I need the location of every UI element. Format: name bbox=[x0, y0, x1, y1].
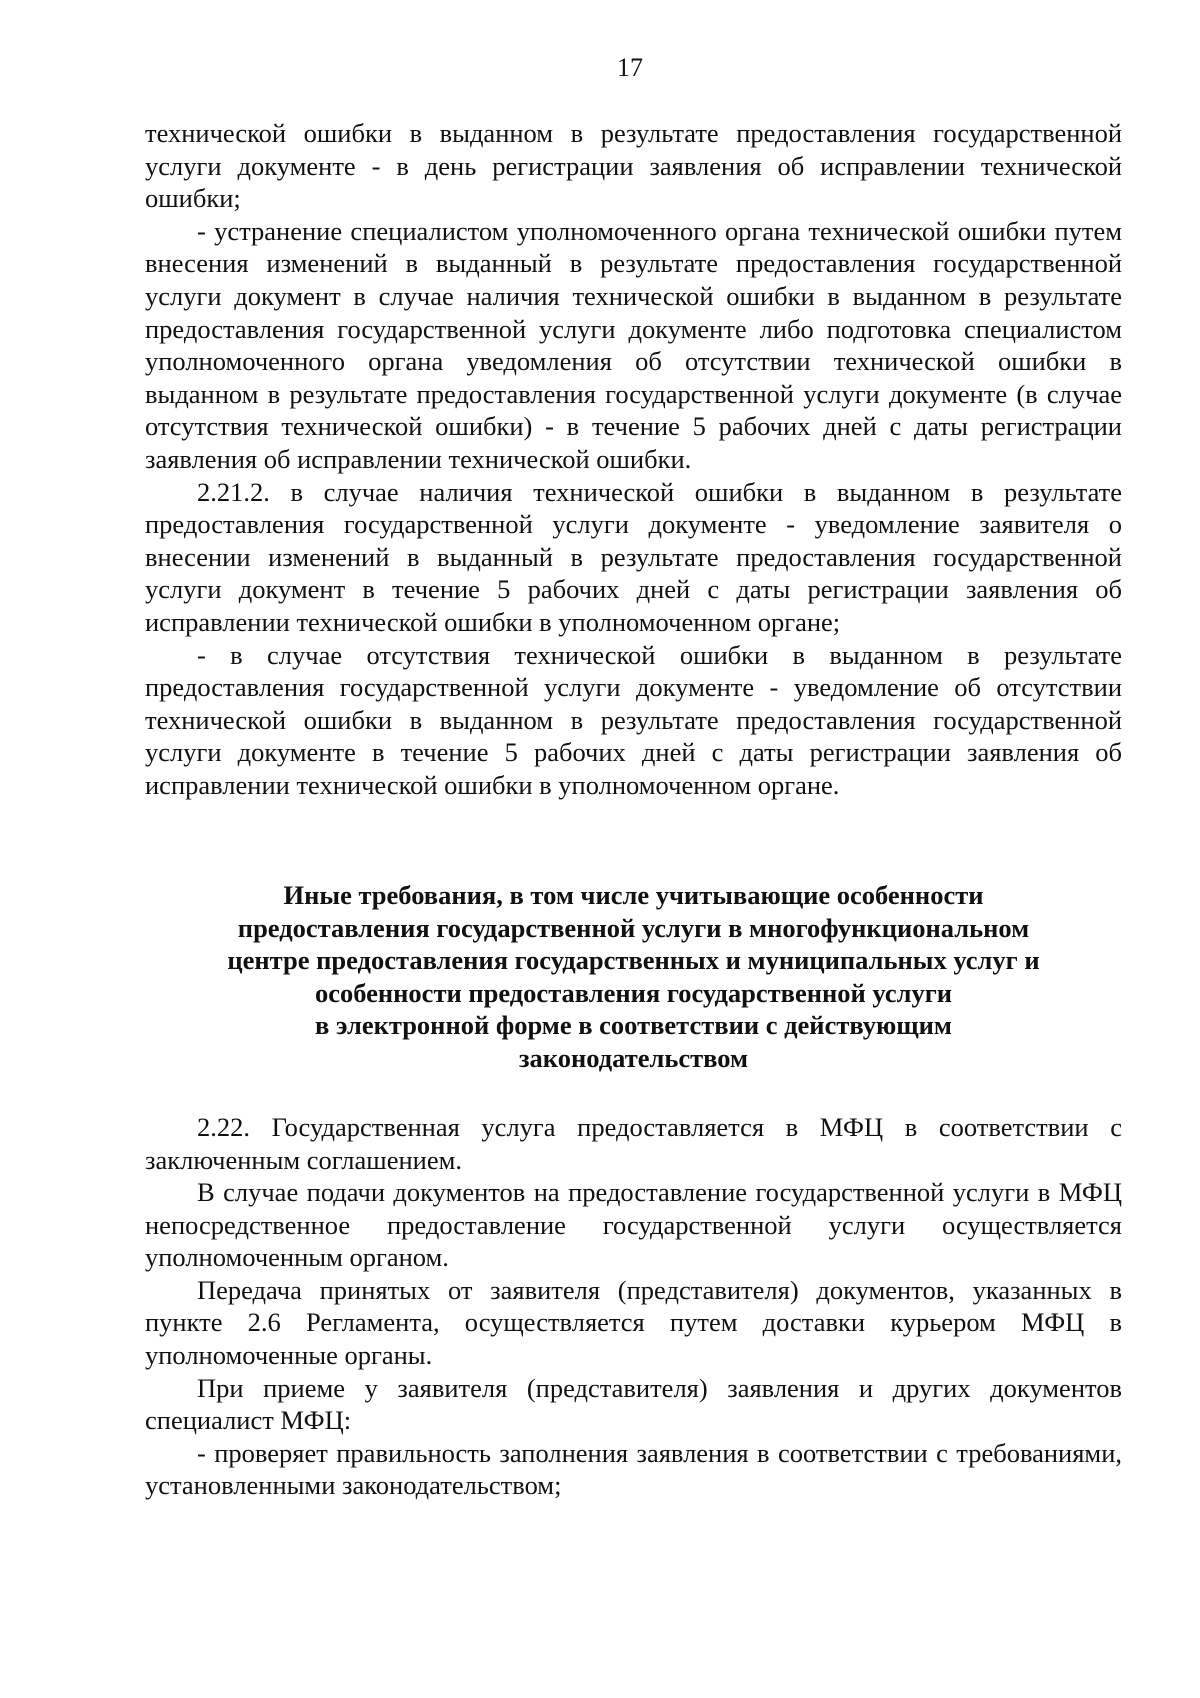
paragraph: 2.22. Государственная услуга предоставляется в МФЦ в соответствии с заключенным соглашением. bbox=[145, 1111, 1122, 1175]
paragraphs-bottom bbox=[145, 1111, 1122, 1502]
document-body bbox=[145, 117, 1122, 1502]
paragraphs-top bbox=[145, 117, 1122, 801]
paragraph: технической ошибки в выданном в результате предоставления государственной услуги документе - в день регистрации заявления об исправлении технической ошибки; bbox=[145, 118, 1122, 214]
paragraph: Передача принятых от заявителя (представителя) документов, указанных в пункте 2.6 Регламента, осуществляется путем доставки курьером МФЦ в уполномоченные органы. bbox=[145, 1274, 1122, 1371]
heading-line: в электронной форме в соответствии с действующим bbox=[315, 1010, 952, 1041]
paragraph: - в случае отсутствия технической ошибки в выданном в результате предоставления государственной услуги документе - уведомление об отсутствии технической ошибки в выданном в результате предоставления государственной услуги документе в течение 5 рабочих дней с даты регистрации заявления об исправлении технической ошибки в уполномоченном органе. bbox=[145, 639, 1122, 800]
heading-line: Иные требования, в том числе учитывающие особенности bbox=[283, 880, 984, 911]
heading-line: центре предоставления государственных и муниципальных услуг и bbox=[227, 945, 1040, 976]
heading-line: особенности предоставления государственной услуги bbox=[314, 977, 953, 1008]
heading-line: предоставления государственной услуги в многофункциональном bbox=[237, 912, 1030, 943]
paragraph: При приеме у заявителя (представителя) заявления и других документов специалист МФЦ: bbox=[145, 1372, 1122, 1436]
section-heading bbox=[145, 879, 1122, 1073]
paragraph: В случае подачи документов на предоставление государственной услуги в МФЦ непосредственное предоставление государственной услуги осуществляется уполномоченным органом. bbox=[145, 1177, 1122, 1273]
heading-line: законодательством bbox=[518, 1042, 749, 1073]
page-number: 17 bbox=[617, 53, 643, 82]
paragraph: 2.21.2. в случае наличия технической ошибки в выданном в результате предоставления государственной услуги документе - уведомление заявителя о внесении изменений в выданный в результате предоставления государственной услуги документ в течение 5 рабочих дней с даты регистрации заявления об исправлении технической ошибки в уполномоченном органе; bbox=[145, 476, 1122, 637]
paragraph: - проверяет правильность заполнения заявления в соответствии с требованиями, установленными законодательством; bbox=[145, 1437, 1122, 1501]
paragraph: - устранение специалистом уполномоченного органа технической ошибки путем внесения изменений в выданный в результате предоставления государственной услуги документ в случае наличия технической ошибки в выданном в результате предоставления государственной услуги документе либо подготовка специалистом уполномоченного органа уведомления об отсутствии технической ошибки в выданном в результате предоставления государственной услуги документе (в случае отсутствия технической ошибки) - в течение 5 рабочих дней с даты регистрации заявления об исправлении технической ошибки. bbox=[145, 215, 1122, 474]
